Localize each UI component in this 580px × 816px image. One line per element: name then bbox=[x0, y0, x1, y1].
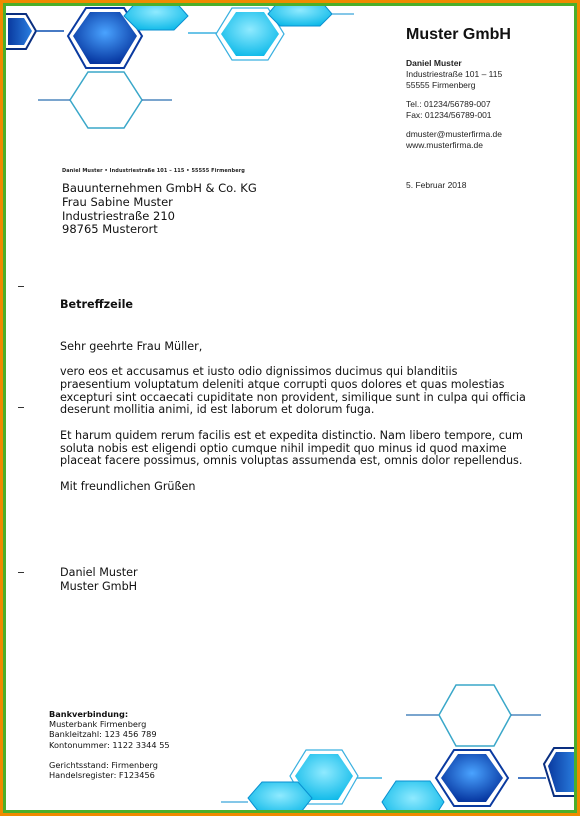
bank-title: Bankverbindung: bbox=[49, 709, 129, 719]
sender-name: Daniel Muster bbox=[406, 58, 462, 68]
sender-web: www.musterfirma.de bbox=[406, 140, 483, 150]
top-left-hexagons bbox=[6, 6, 354, 128]
sender-phone: Tel.: 01234/56789-007 bbox=[406, 99, 491, 109]
signature-company: Muster GmbH bbox=[60, 580, 138, 593]
body-paragraph-1: vero eos et accusamus et iusto odio dignissimos ducimus qui blanditiis praesentium voluptatum deleniti atque corrupti quos dolores et quas molestias excepturi sint occaecati cupiditate non provident, similique sunt in culpa qui officia deserunt mollitia animi, id est laborum et dolorum fuga. bbox=[60, 365, 526, 417]
recipient-line-city: 98765 Musterort bbox=[62, 222, 158, 237]
sender-email: dmuster@musterfirma.de bbox=[406, 129, 503, 139]
closing-line: Mit freundlichen Grüßen bbox=[60, 479, 196, 493]
punch-mark bbox=[18, 407, 24, 408]
bank-name: Musterbank Firmenberg bbox=[49, 719, 147, 730]
fold-mark-top bbox=[18, 286, 24, 287]
sender-fax: Fax: 01234/56789-001 bbox=[406, 110, 492, 120]
recipient-line-person: Frau Sabine Muster bbox=[62, 194, 173, 209]
body-paragraph-2: Et harum quidem rerum facilis est et expedita distinctio. Nam libero tempore, cum soluta nobis est eligendi optio cumque nihil impedit quo minus id quod maxime placeat facere possimus, omnis voluptas assumenda est, omnis dolor repellendus. bbox=[60, 428, 523, 468]
salutation: Sehr geehrte Frau Müller, bbox=[60, 339, 203, 353]
return-address-line: Daniel Muster • Industriestraße 101 – 115 • 55555 Firmenberg bbox=[62, 168, 245, 174]
bank-code: Bankleitzahl: 123 456 789 bbox=[49, 729, 157, 740]
recipient-address bbox=[62, 182, 257, 237]
fold-mark-bottom bbox=[18, 572, 24, 573]
commercial-register: Handelsregister: F123456 bbox=[49, 770, 155, 781]
signature-name: Daniel Muster bbox=[60, 566, 138, 579]
signature-block bbox=[60, 566, 138, 594]
bank-account: Kontonummer: 1122 3344 55 bbox=[49, 739, 170, 750]
footer-bank-info bbox=[49, 709, 170, 780]
bottom-right-hexagons bbox=[221, 685, 574, 810]
court-jurisdiction: Gerichtsstand: Firmenberg bbox=[49, 759, 158, 770]
letter-page bbox=[6, 6, 574, 810]
sender-city: 55555 Firmenberg bbox=[406, 80, 476, 90]
subject-line: Betreffzeile bbox=[60, 298, 133, 311]
sender-block bbox=[406, 58, 502, 151]
recipient-line-company: Bauunternehmen GmbH & Co. KG bbox=[62, 181, 257, 195]
recipient-line-street: Industriestraße 210 bbox=[62, 208, 175, 223]
company-name-heading: Muster GmbH bbox=[406, 26, 511, 43]
letter-date: 5. Februar 2018 bbox=[406, 180, 467, 190]
sender-street: Industriestraße 101 – 115 bbox=[406, 69, 503, 79]
letter-body bbox=[60, 299, 530, 493]
